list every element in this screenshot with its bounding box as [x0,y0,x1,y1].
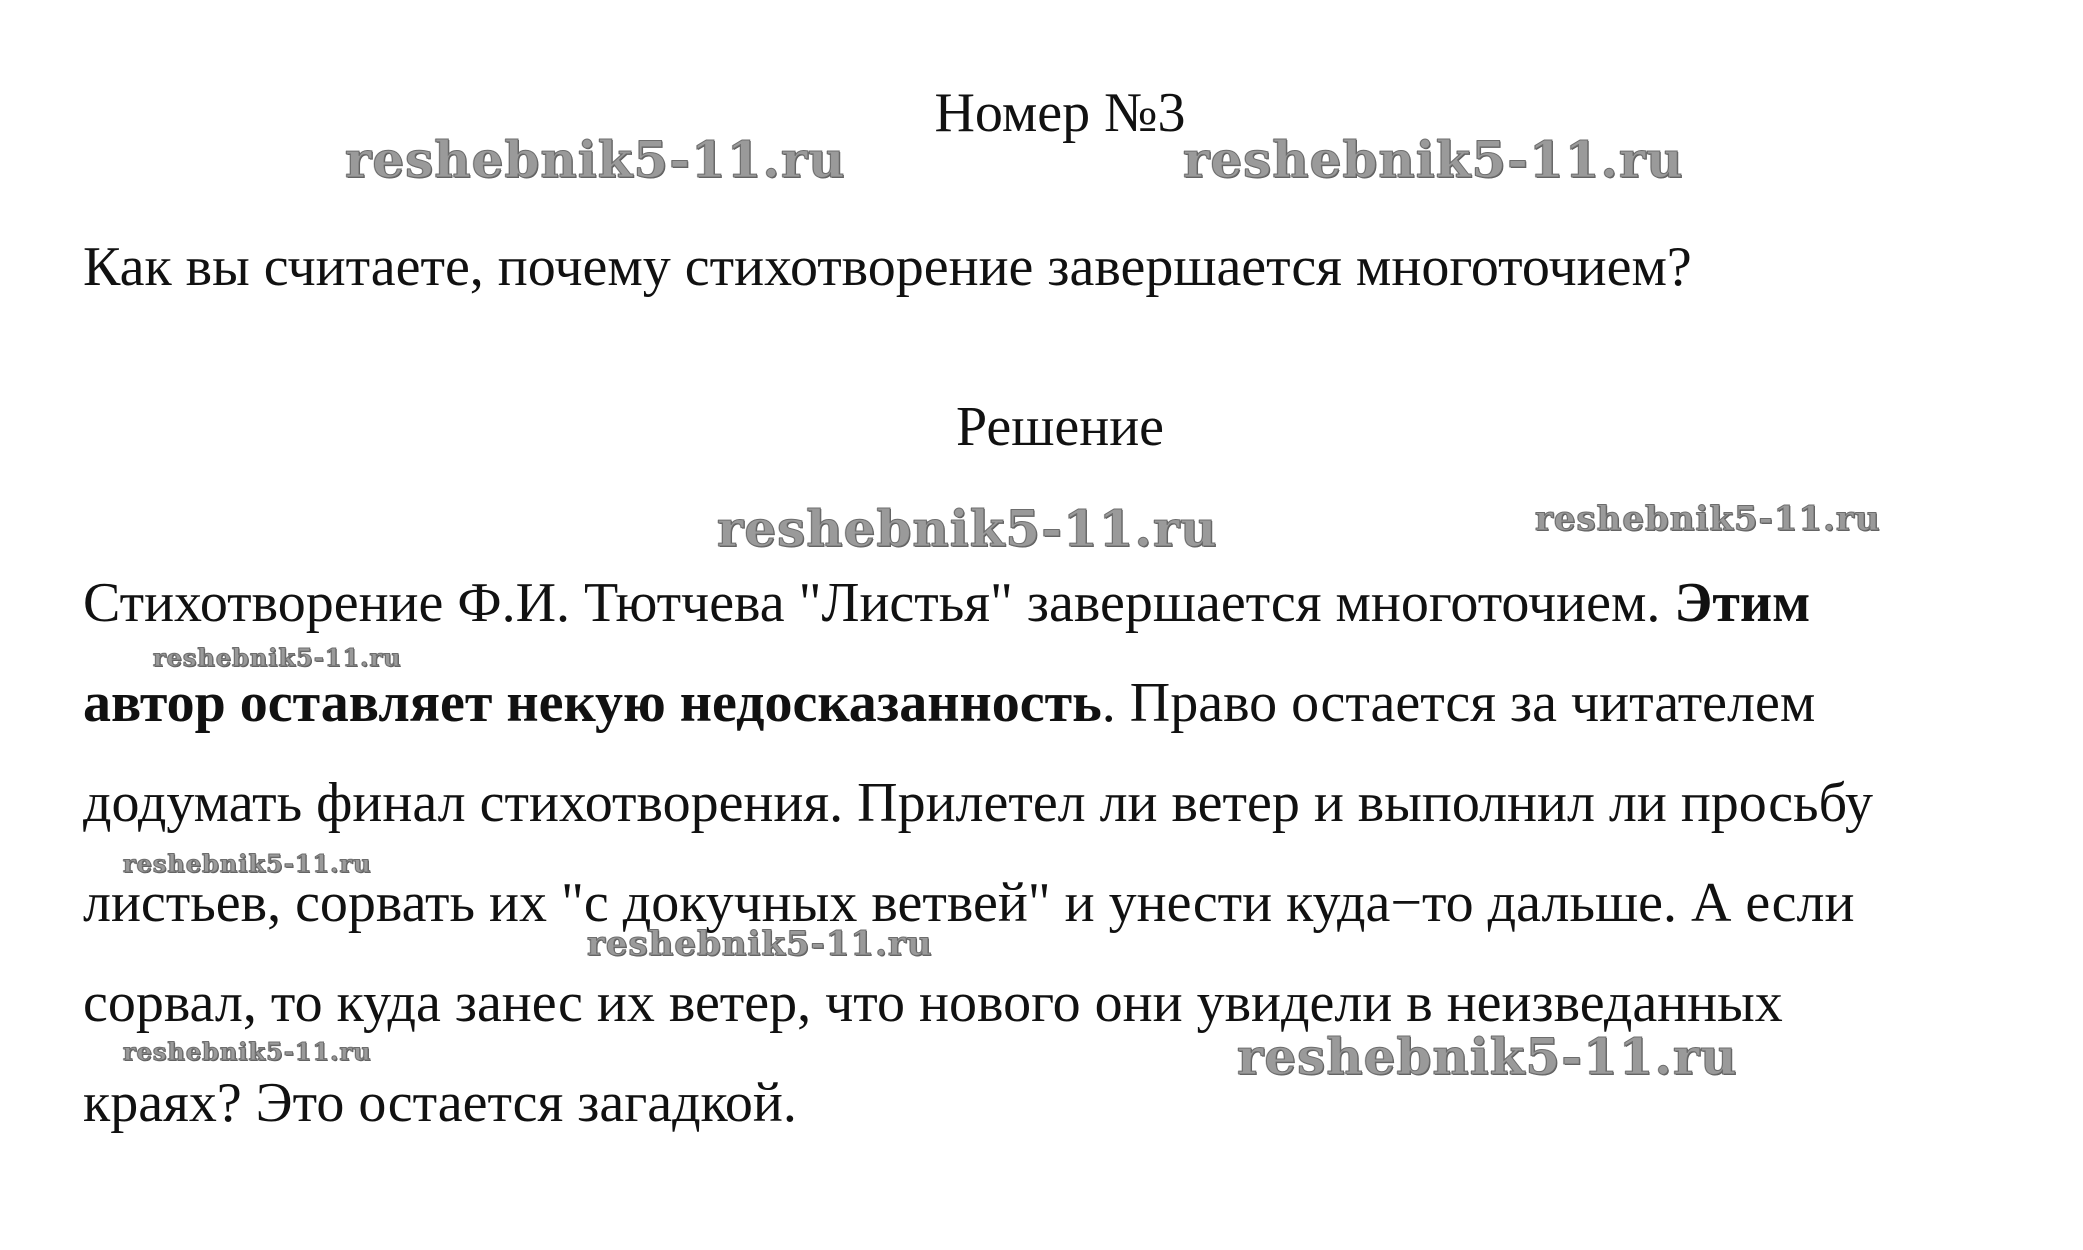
watermark: reshebnik5-11.ru [717,499,1218,558]
answer-line: листьев, сорвать их "с докучных ветвей" и унести куда−то дальше. А если [83,872,1855,934]
watermark: reshebnik5-11.ru [1237,1027,1738,1086]
solution-heading: Решение [955,396,1165,458]
answer-bold-run: автор оставляет некую недосказанность [83,672,1102,734]
answer-line [83,553,2043,653]
watermark: reshebnik5-11.ru [345,130,846,189]
watermark: reshebnik5-11.ru [1183,130,1684,189]
watermark: reshebnik5-11.ru [123,1037,372,1066]
answer-text-run: Стихотворение Ф.И. Тютчева "Листья" завершается многоточием. [83,572,1675,634]
watermark: reshebnik5-11.ru [1535,499,1881,539]
answer-bold-run: Этим [1674,572,1811,634]
watermark: reshebnik5-11.ru [123,849,372,878]
answer-line: додумать финал стихотворения. Прилетел ли ветер и выполнил ли просьбу [83,772,1873,834]
watermark: reshebnik5-11.ru [153,643,402,672]
answer-line: сорвал, то куда занес их ветер, что нового они увидели в неизведанных [83,972,1783,1034]
page-title: Номер №3 [934,82,1186,144]
answer-text-run: . Право остается за читателем [1101,672,1816,734]
watermark: reshebnik5-11.ru [587,924,933,964]
answer-line: краях? Это остается загадкой. [83,1072,797,1134]
question-text: Как вы считаете, почему стихотворение завершается многоточием? [83,236,1692,298]
